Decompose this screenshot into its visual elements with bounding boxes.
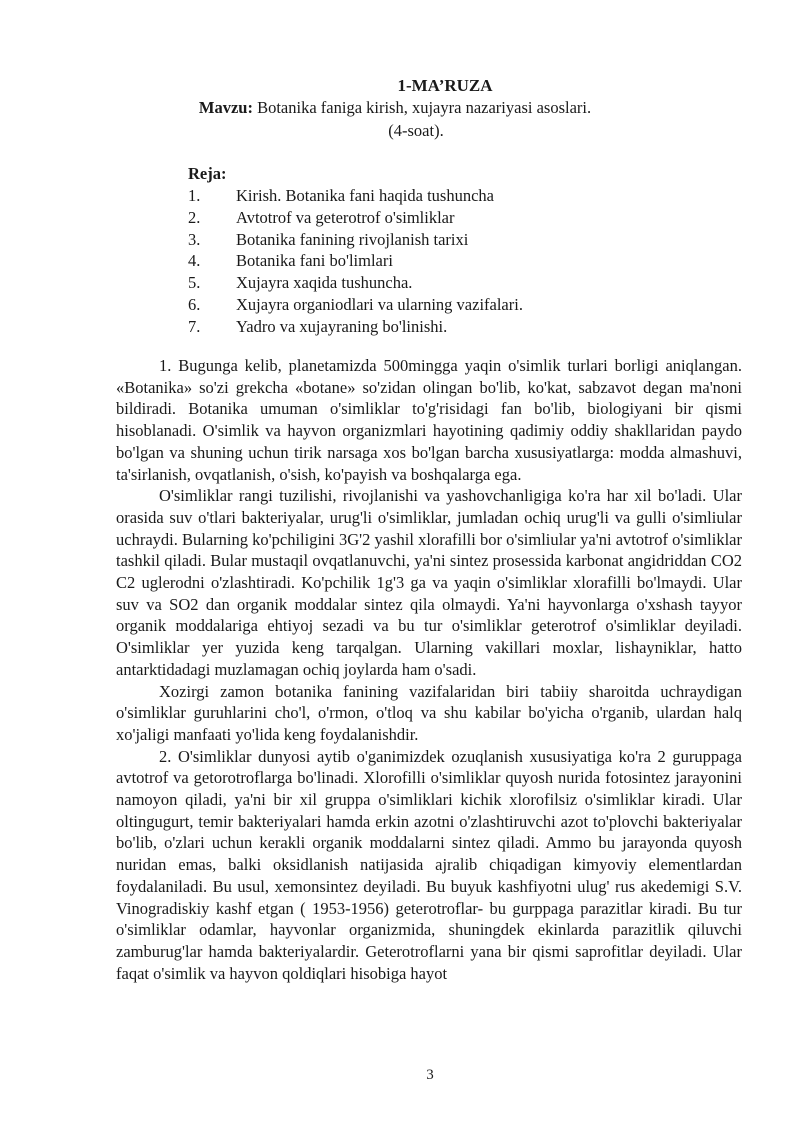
- plan-item-number: 2.: [188, 207, 201, 227]
- plan-item-number: 6.: [188, 294, 201, 314]
- plan-item-text: Botanika fanining rivojlanish tarixi: [236, 229, 469, 249]
- plan-item: [188, 207, 523, 229]
- plan-item: [188, 185, 523, 207]
- plan-item-number: 1.: [188, 186, 201, 205]
- plan-item-number: 5.: [188, 273, 201, 293]
- plan-item-number: 7.: [188, 316, 201, 336]
- paragraph: 2. O'simliklar dunyosi aytib o'ganimizdek ozuqlanish xususiyatiga ko'ra 2 guruppaga avtotrof va getorotroflarga bo'linadi. Xlorofilli o'simliklar quyosh nurida fotosintez jarayonini namoyon qiladi, ya'ni bir xil gruppa o'simliklari kichik xlorofilsiz o'simliklar kiradi. Ular oltingugurt, temir bakteriyalari hamda erkin azotni o'zlashtiruvchi azot to'plovchi bakteriyalar bo'lib, o'zlari uchun kerakli organik moddalarni sintez qiladi. Ammo bu jarayonda quyosh nuridan emas, balki oksidlanish natijasida ajralib chiqadigan kimyoviy elementlardan foydalaniladi. Bu usul, xemonsintez deyiladi. Bu buyuk kashfiyotni ulug' rus akedemigi S.V. Vinogradiskiy kashf etgan ( 1953-1956) geterotroflar- bu gurppaga parazitlar kiradi. Bu tur o'simliklar odamlar, hayvonlar organizmida, shuningdek ekinlarda parazitlik qiluvchi zamburug'lar hamda bakteriyalardir. Geterotroflarni yana bir qismi saprofitlar deyiladi. Ular faqat o'simlik va hayvon qoldiqlari hisobiga hayot: [116, 746, 742, 983]
- plan-item-number: 3.: [188, 229, 201, 249]
- body-text: [116, 355, 742, 984]
- plan-item: [188, 316, 523, 338]
- plan-item: [188, 250, 523, 272]
- plan-list: [188, 185, 523, 338]
- plan-item-text: Xujayra xaqida tushuncha.: [236, 273, 413, 293]
- plan-item: [188, 229, 523, 251]
- plan-item-text: Kirish. Botanika fani haqida tushuncha: [236, 186, 494, 205]
- plan-item-text: Yadro va xujayraning bo'linishi.: [236, 316, 448, 336]
- plan-item: [188, 294, 523, 316]
- plan-item-text: Xujayra organiodlari va ularning vazifalari.: [236, 294, 523, 314]
- plan-item-number: 4.: [188, 251, 201, 271]
- paragraph: O'simliklar rangi tuzilishi, rivojlanishi va yashovchanligiga ko'ra har xil bo'ladi. Ular orasida suv o'tlari bakteriyalar, urug'li o'simliklar, jumladan ochiq urug'li va gulli o'simliular uchraydi. Bularning ko'pchiligini 3G'2 yashil xlorafilli bor o'simliular ya'ni avtotrof o'simliklar tashkil qiladi. Bular mustaqil ovqatlanuvchi, ya'ni sintez prosessida karbonat angidriddan CO2 C2 uglerodni o'zlashtiradi. Ko'pchilik 1g'3 ga va yaqin o'simliklar xlorafilli bo'lmaydi. Ular suv va SO2 dan organik moddalar sintez qila olmaydi. Ya'ni hayvonlarga o'xshash tayyor organik moddalariga ehtiyoj sezadi va bu tur o'simliklar geterotrof o'simliklar deyiladi. O'simliklar yer yuzida keng tarqalgan. Ularning vakillari moxlar, lishayniklar, hatto antarktidadagi muzlamagan ochiq joylarda ham o'sadi.: [116, 486, 742, 679]
- topic-text: Botanika faniga kirish, xujayra nazariyasi asoslari.: [257, 98, 592, 117]
- page-number: 3: [426, 1067, 434, 1083]
- lecture-hours: (4-soat).: [388, 121, 444, 140]
- plan-item-text: Botanika fani bo'limlari: [236, 251, 393, 271]
- plan-item: [188, 272, 523, 294]
- plan-item-text: Avtotrof va geterotrof o'simliklar: [236, 207, 455, 227]
- lecture-topic: [0, 98, 790, 118]
- lecture-title: 1-MA’RUZA: [397, 76, 493, 95]
- paragraph: 1. Bugunga kelib, planetamizda 500mingga yaqin o'simlik turlari borligi aniqlangan. «Botanika» so'zi grekcha «botane» so'zidan olingan bo'lib, ko'kat, sabzavot degan ma'noni bildiradi. Botanika umuman o'simliklar to'g'risidagi fan bo'lib, biologiyani bir qismi hisoblanadi. O'simlik va hayvon organizmlari hayotining qadimiy oddiy shakllaridan paydo bo'lgan va shuning uchun tirik narsaga xos bo'lgan barcha xususiyatlarga: modda almashuvi, ta'sirlanish, ovqatlanish, o'sish, ko'payish va boshqalarga ega.: [116, 356, 742, 484]
- topic-label: Mavzu:: [198, 98, 253, 117]
- paragraph: Xozirgi zamon botanika fanining vazifalaridan biri tabiiy sharoitda uchraydigan o'simliklar guruhlarini cho'l, o'rmon, o'tloq va shu kabilar bo'yicha o'rganib, ulardan halq xo'jaligi manfaati yo'lida keng foydalanishdir.: [116, 681, 742, 744]
- plan-heading: Reja:: [188, 164, 227, 183]
